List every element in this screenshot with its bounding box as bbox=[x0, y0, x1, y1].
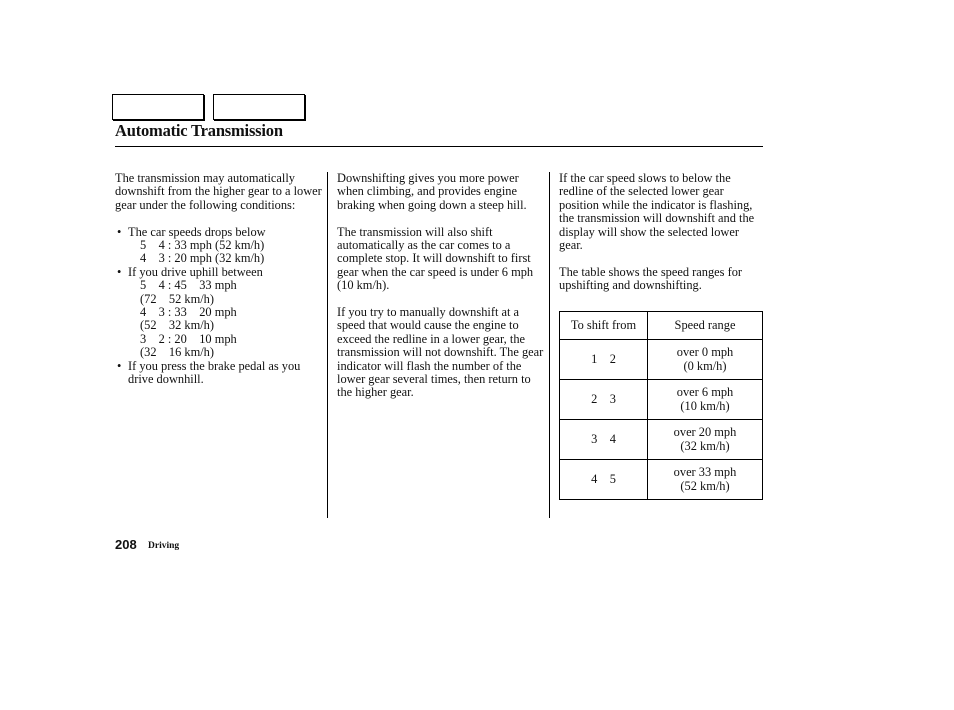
speed-mph: over 33 mph bbox=[673, 465, 737, 480]
speed-mph: over 20 mph bbox=[673, 425, 737, 440]
table-row bbox=[560, 340, 763, 380]
gear-line: (72 52 km/h) bbox=[140, 291, 214, 306]
header-shift-from: To shift from bbox=[560, 312, 648, 340]
column-divider bbox=[327, 172, 328, 518]
table-row bbox=[560, 460, 763, 500]
bullet-text: If you press the brake pedal as you drive downhill. bbox=[128, 358, 301, 387]
bullet-text: The car speeds drops below bbox=[128, 224, 266, 239]
title-rule bbox=[115, 146, 763, 147]
table-header-row bbox=[560, 312, 763, 340]
gear-line: 4 3 : 20 mph (32 km/h) bbox=[140, 251, 265, 266]
speed-kmh: (52 km/h) bbox=[680, 478, 730, 493]
speed-range-cell bbox=[648, 420, 763, 460]
paragraph: The transmission will also shift automatically as the car comes to a complete stop. It will downshift to first gear when the car speed is under 6 mph (10 km/h). bbox=[337, 224, 534, 293]
header-speed-range: Speed range bbox=[648, 312, 763, 340]
bullet-dot: • bbox=[117, 358, 122, 373]
gear-line: 5 4 : 33 mph (52 km/h) bbox=[140, 238, 265, 253]
speed-kmh: (0 km/h) bbox=[683, 358, 727, 373]
bullet-dot: • bbox=[117, 264, 122, 279]
column-divider bbox=[549, 172, 550, 518]
column-3 bbox=[559, 172, 763, 293]
paragraph: If you try to manually downshift at a speed that would cause the engine to exceed the redline in a lower gear, the transmission will not downshift. The gear indicator will flash the number of the lower gear several times, then return to the higher gear. bbox=[337, 305, 544, 400]
bullet-brake bbox=[115, 360, 323, 387]
gear-line: 4 3 : 33 20 mph bbox=[140, 305, 237, 320]
speed-kmh: (10 km/h) bbox=[680, 398, 730, 413]
table-row bbox=[560, 420, 763, 460]
page-title: Automatic Transmission bbox=[115, 121, 283, 140]
column-2 bbox=[337, 172, 547, 400]
speed-kmh: (32 km/h) bbox=[680, 438, 730, 453]
table-row bbox=[560, 380, 763, 420]
bullet-dot: • bbox=[117, 224, 122, 239]
gear-line: 3 2 : 20 10 mph bbox=[140, 331, 237, 346]
gear-line: 5 4 : 45 33 mph bbox=[140, 278, 237, 293]
bullet-text: If you drive uphill between bbox=[128, 264, 263, 279]
speed-mph: over 0 mph bbox=[676, 345, 734, 360]
speed-range-table bbox=[559, 311, 763, 500]
gear-line: (52 32 km/h) bbox=[140, 318, 214, 333]
shift-from-cell: 2 3 bbox=[560, 380, 648, 420]
column-1 bbox=[115, 172, 323, 386]
speed-range-cell bbox=[648, 340, 763, 380]
gear-line: (32 16 km/h) bbox=[140, 345, 214, 360]
paragraph: If the car speed slows to below the redline of the selected lower gear position while the indicator is flashing, the transmission will downshift and the display will show the selected lower gear. bbox=[559, 171, 755, 253]
paragraph: The table shows the speed ranges for upshifting and downshifting. bbox=[559, 264, 743, 293]
speed-range-cell bbox=[648, 380, 763, 420]
shift-from-cell: 4 5 bbox=[560, 460, 648, 500]
shift-from-cell: 3 4 bbox=[560, 420, 648, 460]
speed-mph: over 6 mph bbox=[676, 385, 734, 400]
shift-from-cell: 1 2 bbox=[560, 340, 648, 380]
bullet-uphill bbox=[115, 266, 323, 279]
intro-paragraph: The transmission may automatically downshift from the higher gear to a lower gear under the following conditions: bbox=[115, 171, 322, 212]
paragraph: Downshifting gives you more power when climbing, and provides engine braking when going down a steep hill. bbox=[337, 171, 527, 212]
bullet-speed-drop bbox=[115, 226, 323, 239]
section-tab-2 bbox=[213, 94, 305, 120]
section-name: Driving bbox=[148, 541, 180, 551]
speed-range-cell bbox=[648, 460, 763, 500]
section-tab-1 bbox=[112, 94, 204, 120]
page-number: 208 bbox=[115, 537, 137, 552]
